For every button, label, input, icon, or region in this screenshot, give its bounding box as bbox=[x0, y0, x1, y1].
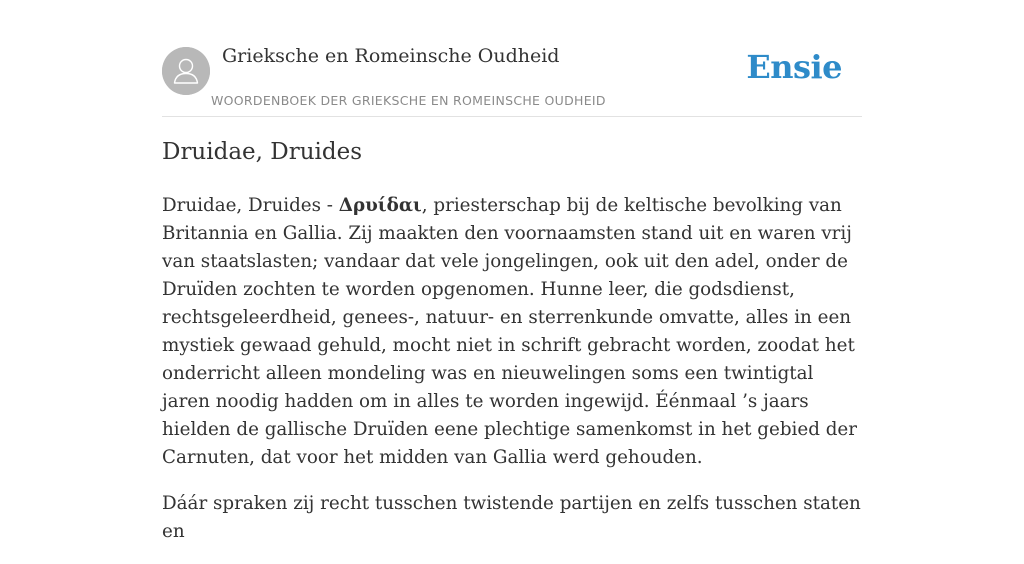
greek-term: Δρυίδαι bbox=[338, 195, 422, 216]
source-title[interactable]: Grieksche en Romeinsche Oudheid bbox=[222, 45, 560, 67]
entry-body bbox=[162, 192, 862, 564]
header bbox=[162, 0, 862, 117]
paragraph-1 bbox=[162, 192, 862, 472]
user-avatar-icon[interactable] bbox=[162, 47, 210, 95]
source-subtitle: WOORDENBOEK DER GRIEKSCHE EN ROMEINSCHE OUDHEID bbox=[211, 93, 606, 108]
entry-text: , priesterschap bij de keltische bevolking van Britannia en Gallia. Zij maakten den voornaamsten stand uit en waren vrij van staatslasten; vandaar dat vele jongelingen, ook uit den adel, onder de Druïden zochten te worden opgenomen. Hunne leer, die godsdienst, rechtsgeleerdheid, genees-, natuur- en sterrenkunde omvatte, alles in een mystiek gewaad gehuld, mocht niet in schrift gebracht worden, zoodat het onderricht alleen mondeling was en nieuwelingen soms een twintigtal jaren noodig hadden om in alles te worden ingewijd. Éénmaal ’s jaars hielden de gallische Druïden eene plechtige samenkomst in het gebied der Carnuten, dat voor het midden van Gallia werd gehouden. bbox=[162, 195, 857, 468]
ensie-logo[interactable]: Ensie bbox=[746, 48, 842, 86]
paragraph-2: Dáár spraken zij recht tusschen twistende partijen en zelfs tusschen staten en bbox=[162, 493, 861, 542]
page bbox=[162, 0, 862, 542]
entry-title: Druidae, Druides bbox=[162, 139, 363, 165]
entry-lead: Druidae, Druides - bbox=[162, 195, 339, 216]
